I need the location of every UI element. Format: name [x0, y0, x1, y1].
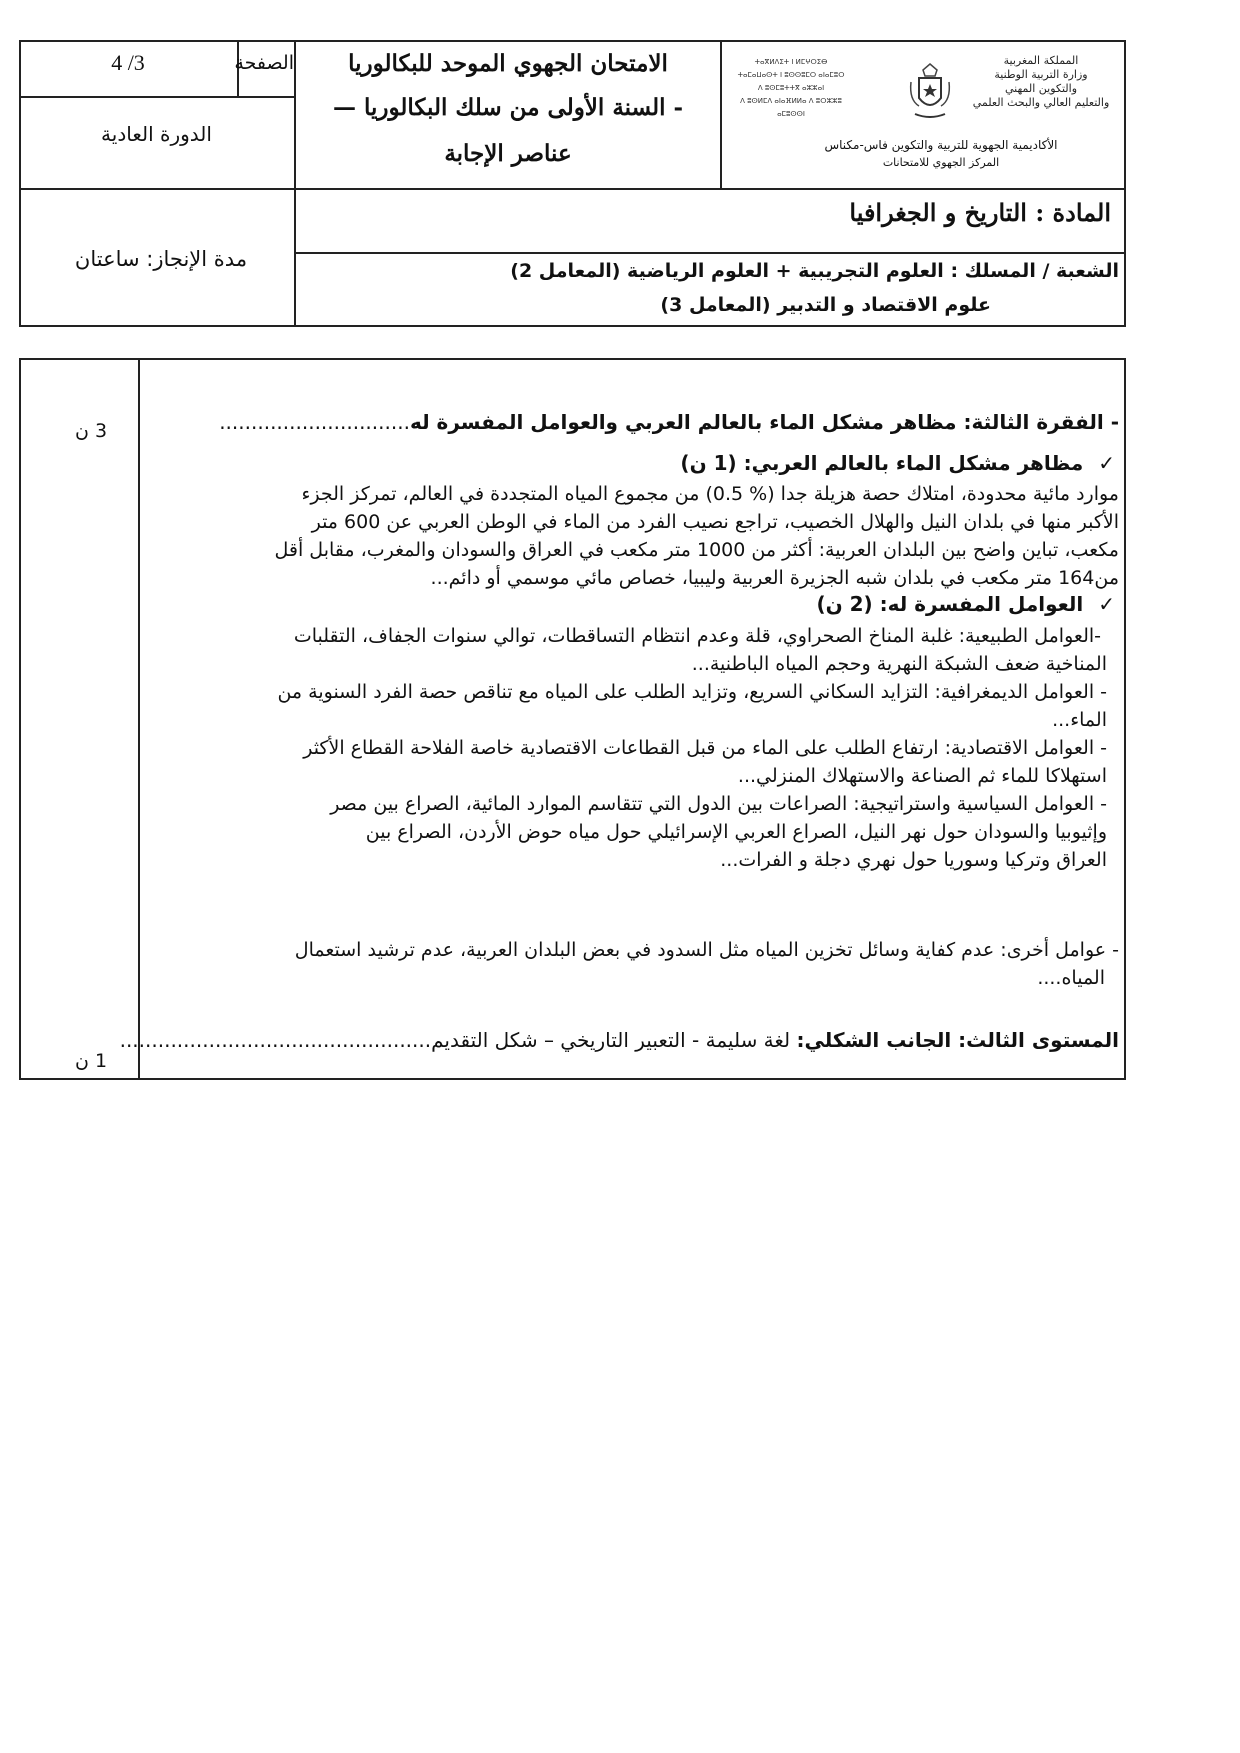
section2-heading [147, 592, 1115, 616]
section2-other-factors [147, 936, 1119, 992]
branch-value-secondary: علوم الاقتصاد و التدبير (المعامل 3) [660, 294, 991, 316]
text-line: الأكبر منها في بلدان النيل والهلال الخصيب، تراجع نصيب الفرد من الماء في الوطن العربي عن 600 متر [311, 511, 1119, 533]
tifinagh-text: ⴷ ⵓⵙⵎⵓⵜⵜⴳ ⴰⵣⵣⴰⵏ [757, 84, 825, 92]
text-line: - العوامل الاقتصادية: ارتفاع الطلب على الماء من قبل القطاعات الاقتصادية خاصة الفلاحة القطاع الأكثر [303, 737, 1107, 759]
header-divider [294, 42, 296, 327]
part-heading [147, 410, 1119, 434]
checkmark-icon: ✓ [1098, 592, 1115, 616]
academy-name: الأكاديمية الجهوية للتربية والتكوين فاس-مكناس [824, 138, 1058, 152]
ministry-line: وزارة التربية الوطنية [994, 68, 1088, 81]
text-line: من164 متر مكعب في بلدان شبه الجزيرة العربية وليبيا، خصاص مائي موسمي أو دائم... [430, 567, 1119, 589]
text-line: المياه.... [1037, 967, 1105, 989]
level-text: لغة سليمة - التعبير التاريخي – شكل التقديم [431, 1028, 791, 1052]
answer-key-title: عناصر الإجابة [444, 140, 572, 167]
exam-session: الدورة العادية [101, 122, 212, 146]
subject-value: التاريخ و الجغرافيا [849, 198, 1027, 227]
exam-year: - السنة الأولى من سلك البكالوريا — [332, 94, 684, 121]
duration-label: مدة الإنجاز: [146, 247, 248, 271]
section2-title: العوامل المفسرة له: (2 ن) [816, 592, 1084, 616]
part-title-dots: .............................. [219, 410, 410, 434]
score-part: 3 ن [74, 420, 108, 442]
duration-value: ساعتان [74, 247, 140, 271]
subject-label: المادة : [1035, 198, 1111, 227]
ministry-line: المملكة المغربية [1003, 54, 1079, 67]
ministry-line: والتعليم العالي والبحث العلمي [972, 96, 1110, 109]
exam-center-name: المركز الجهوي للامتحانات [882, 156, 1000, 169]
tifinagh-text: ⵜⴰⴳⵍⴷⵉⵜ ⵏ ⵍⵎⵖⵔⵉⴱ [754, 58, 828, 66]
level-three-row [119, 1028, 1119, 1052]
header-divider [294, 252, 1126, 254]
ministry-name [961, 54, 1121, 110]
subject-row [311, 198, 1111, 227]
level-title: المستوى الثالث: الجانب الشكلي: [796, 1028, 1119, 1052]
branch-row [311, 260, 1119, 282]
level-dots: ................................................. [119, 1028, 432, 1052]
part-title: - الفقرة الثالثة: مظاهر مشكل الماء بالعالم العربي والعوامل المفسرة له [409, 410, 1119, 434]
text-line: - العوامل السياسية واستراتيجية: الصراعات بين الدول التي تتقاسم الموارد المائية، الصراع بين مصر [330, 793, 1107, 815]
text-line: العراق وتركيا وسوريا حول نهري دجلة و الفرات... [720, 849, 1107, 871]
checkmark-icon: ✓ [1098, 451, 1115, 475]
text-line: - العوامل الديمغرافية: التزايد السكاني السريع، وتزايد الطلب على المياه مع تناقص حصة الفرد السنوية من [277, 681, 1107, 703]
header-divider [21, 96, 294, 98]
section2-text [147, 622, 1107, 874]
text-line: المناخية ضعف الشبكة النهرية وحجم المياه الباطنية... [691, 653, 1107, 675]
tifinagh-text: ⵜⴰⵎⴰⵡⴰⵙⵜ ⵏ ⵓⵙⵙⵓⵎⵔ ⴰⵏⴰⵎⵓⵔ [737, 71, 845, 79]
coat-of-arms-emblem [907, 60, 953, 122]
exam-header-table [19, 40, 1126, 327]
exam-title: الامتحان الجهوي الموحد للبكالوريا [348, 50, 668, 77]
branch-label: الشعبة / المسلك : [950, 260, 1119, 282]
answer-table [19, 358, 1126, 1080]
section1-text [147, 480, 1119, 592]
duration [41, 247, 281, 271]
page-label: الصفحة [234, 52, 294, 74]
score-column-divider [138, 360, 140, 1080]
score-level: 1 ن [74, 1050, 108, 1072]
section1-title: مظاهر مشكل الماء بالعالم العربي: (1 ن) [680, 451, 1084, 475]
text-line: -العوامل الطبيعية: غلبة المناخ الصحراوي، قلة وعدم انتظام التساقطات، توالي سنوات الجفاف، التقلبات [293, 625, 1101, 647]
text-line: مكعب، تباين واضح بين البلدان العربية: أكثر من 1000 متر مكعب في العراق والسودان والمغرب، مقابل أقل [274, 539, 1119, 561]
tifinagh-text: ⴷ ⵓⵙⵍⵎⴷ ⴰⵏⴰⴼⵍⵍⴰ ⴷ ⵓⵔⵣⵣⵓ ⴰⵎⵓⵙⵙⵏ [740, 97, 842, 118]
section1-heading [147, 451, 1115, 475]
header-divider [21, 188, 1126, 190]
text-line: الماء... [1052, 709, 1107, 731]
text-line: موارد مائية محدودة، امتلاك حصة هزيلة جدا (% 0.5) من مجموع المياه المتجددة في العالم، تمركز الجزء [301, 483, 1119, 505]
ministry-line: والتكوين المهني [1004, 82, 1078, 95]
text-line: استهلاكا للماء ثم الصناعة والاستهلاك المنزلي... [737, 765, 1107, 787]
page-number: 4 /3 [111, 50, 145, 75]
header-divider [720, 42, 722, 188]
tifinagh-block [731, 56, 851, 121]
text-line: - عوامل أخرى: عدم كفاية وسائل تخزين المياه مثل السدود في بعض البلدان العربية، عدم ترشيد استعمال [294, 939, 1119, 961]
text-line: وإثيوبيا والسودان حول نهر النيل، الصراع العربي الإسرائيلي حول مياه حوض الأردن، الصراع بين [365, 821, 1107, 843]
branch-value: العلوم التجريبية + العلوم الرياضية (المعامل 2) [510, 260, 944, 282]
